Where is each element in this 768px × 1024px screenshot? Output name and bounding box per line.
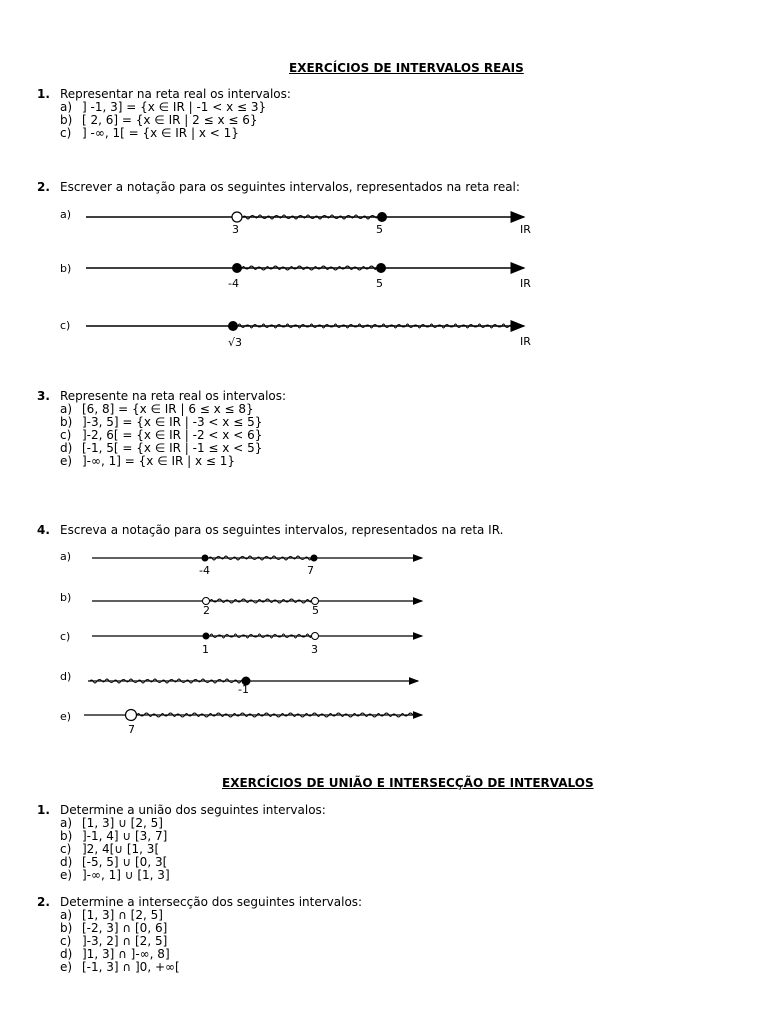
exercise-prompt: Escrever a notação para os seguintes intervalos, representados na reta real:	[60, 180, 520, 194]
line-letter: e)	[60, 710, 72, 723]
line-letter: a)	[60, 550, 72, 563]
tick-label: -4	[199, 564, 210, 577]
item-text: ] -1, 3] = {x ∈ IR | -1 < x ≤ 3}	[82, 100, 267, 114]
closed-endpoint	[203, 633, 210, 640]
exercise-prompt: Escreva a notação para os seguintes intervalos, representados na reta IR.	[60, 523, 504, 537]
section-title-union-intersection: EXERCÍCIOS DE UNIÃO E INTERSECÇÃO DE INTERVALOS	[222, 776, 594, 790]
line-letter: b)	[60, 262, 72, 275]
tick-label: 3	[311, 643, 318, 656]
tick-label: √3	[228, 336, 243, 349]
item-text: [-5, 5] ∪ [0, 3[	[82, 855, 168, 869]
item-letter: b)	[60, 113, 73, 127]
exercise-number: 1.	[37, 87, 50, 101]
item-letter: c)	[60, 126, 72, 140]
axis-label: IR	[520, 335, 531, 348]
item-text: ] -∞, 1[ = {x ∈ IR | x < 1}	[82, 126, 239, 140]
list-item	[60, 961, 180, 974]
exercise-prompt: Represente na reta real os intervalos:	[60, 389, 287, 403]
item-letter: a)	[60, 402, 73, 416]
closed-endpoint	[232, 263, 242, 273]
list-item	[60, 127, 239, 140]
list-item	[60, 869, 170, 882]
line-letter: c)	[60, 630, 71, 643]
item-text: ]-3, 5] = {x ∈ IR | -3 < x ≤ 5}	[82, 415, 263, 429]
exercise-number: 4.	[37, 523, 50, 537]
item-text: ]-1, 4] ∪ [3, 7]	[82, 829, 168, 843]
item-letter: c)	[60, 428, 72, 442]
item-text: ]-3, 2] ∩ [2, 5]	[82, 934, 168, 948]
item-text: ]1, 3] ∩ ]-∞, 8]	[82, 947, 170, 961]
axis-label: IR	[520, 277, 531, 290]
item-letter: b)	[60, 921, 73, 935]
tick-label: 3	[232, 223, 239, 236]
exercise-number: 2.	[37, 180, 50, 194]
item-text: [-1, 3] ∩ ]0, +∞[	[82, 960, 180, 974]
exercise-number: 1.	[37, 803, 50, 817]
tick-label: 1	[202, 643, 209, 656]
item-text: ]-2, 6[ = {x ∈ IR | -2 < x < 6}	[82, 428, 263, 442]
tick-label: -1	[238, 683, 249, 696]
item-letter: c)	[60, 842, 72, 856]
item-text: [1, 3] ∩ [2, 5]	[82, 908, 163, 922]
closed-endpoint	[228, 321, 238, 331]
item-letter: a)	[60, 908, 73, 922]
number-lines-ex4	[0, 545, 768, 745]
line-letter: c)	[60, 319, 71, 332]
item-text: [-1, 5[ = {x ∈ IR | -1 ≤ x < 5}	[82, 441, 263, 455]
closed-endpoint	[311, 555, 318, 562]
item-text: ]-∞, 1] = {x ∈ IR | x ≤ 1}	[82, 454, 236, 468]
item-letter: c)	[60, 934, 72, 948]
item-letter: b)	[60, 415, 73, 429]
axis-label: IR	[520, 223, 531, 236]
tick-label: 7	[307, 564, 314, 577]
item-text: [-2, 3] ∩ [0, 6]	[82, 921, 168, 935]
item-text: ]-∞, 1] ∪ [1, 3]	[82, 868, 170, 882]
open-endpoint	[312, 633, 319, 640]
exercise-number: 3.	[37, 389, 50, 403]
item-text: ]2, 4[∪ [1, 3[	[82, 842, 160, 856]
open-endpoint	[126, 710, 137, 721]
number-lines-ex2	[0, 200, 768, 360]
item-text: [6, 8] = {x ∈ IR | 6 ≤ x ≤ 8}	[82, 402, 254, 416]
tick-label: 5	[376, 223, 383, 236]
exercise-prompt: Determine a união dos seguintes intervalos:	[60, 803, 326, 817]
item-letter: d)	[60, 947, 73, 961]
item-text: [ 2, 6] = {x ∈ IR | 2 ≤ x ≤ 6}	[82, 113, 258, 127]
list-item	[60, 455, 235, 468]
open-endpoint	[232, 212, 242, 222]
item-letter: e)	[60, 960, 73, 974]
tick-label: 5	[312, 604, 319, 617]
item-letter: b)	[60, 829, 73, 843]
item-letter: d)	[60, 855, 73, 869]
tick-label: 2	[203, 604, 210, 617]
exercise-number: 2.	[37, 895, 50, 909]
line-letter: d)	[60, 670, 72, 683]
closed-endpoint	[376, 263, 386, 273]
closed-endpoint	[377, 212, 387, 222]
exercise-prompt: Determine a intersecção dos seguintes intervalos:	[60, 895, 363, 909]
line-letter: b)	[60, 591, 72, 604]
tick-label: 7	[128, 723, 135, 736]
item-letter: a)	[60, 100, 73, 114]
item-letter: e)	[60, 454, 73, 468]
exercise-prompt: Representar na reta real os intervalos:	[60, 87, 291, 101]
closed-endpoint	[202, 555, 209, 562]
line-letter: a)	[60, 208, 72, 221]
item-text: [1, 3] ∪ [2, 5]	[82, 816, 163, 830]
section-title-intervals: EXERCÍCIOS DE INTERVALOS REAIS	[289, 61, 524, 75]
interval-squiggle	[209, 556, 311, 560]
tick-label: 5	[376, 277, 383, 290]
tick-label: -4	[228, 277, 239, 290]
item-letter: a)	[60, 816, 73, 830]
item-letter: e)	[60, 868, 73, 882]
item-letter: d)	[60, 441, 73, 455]
